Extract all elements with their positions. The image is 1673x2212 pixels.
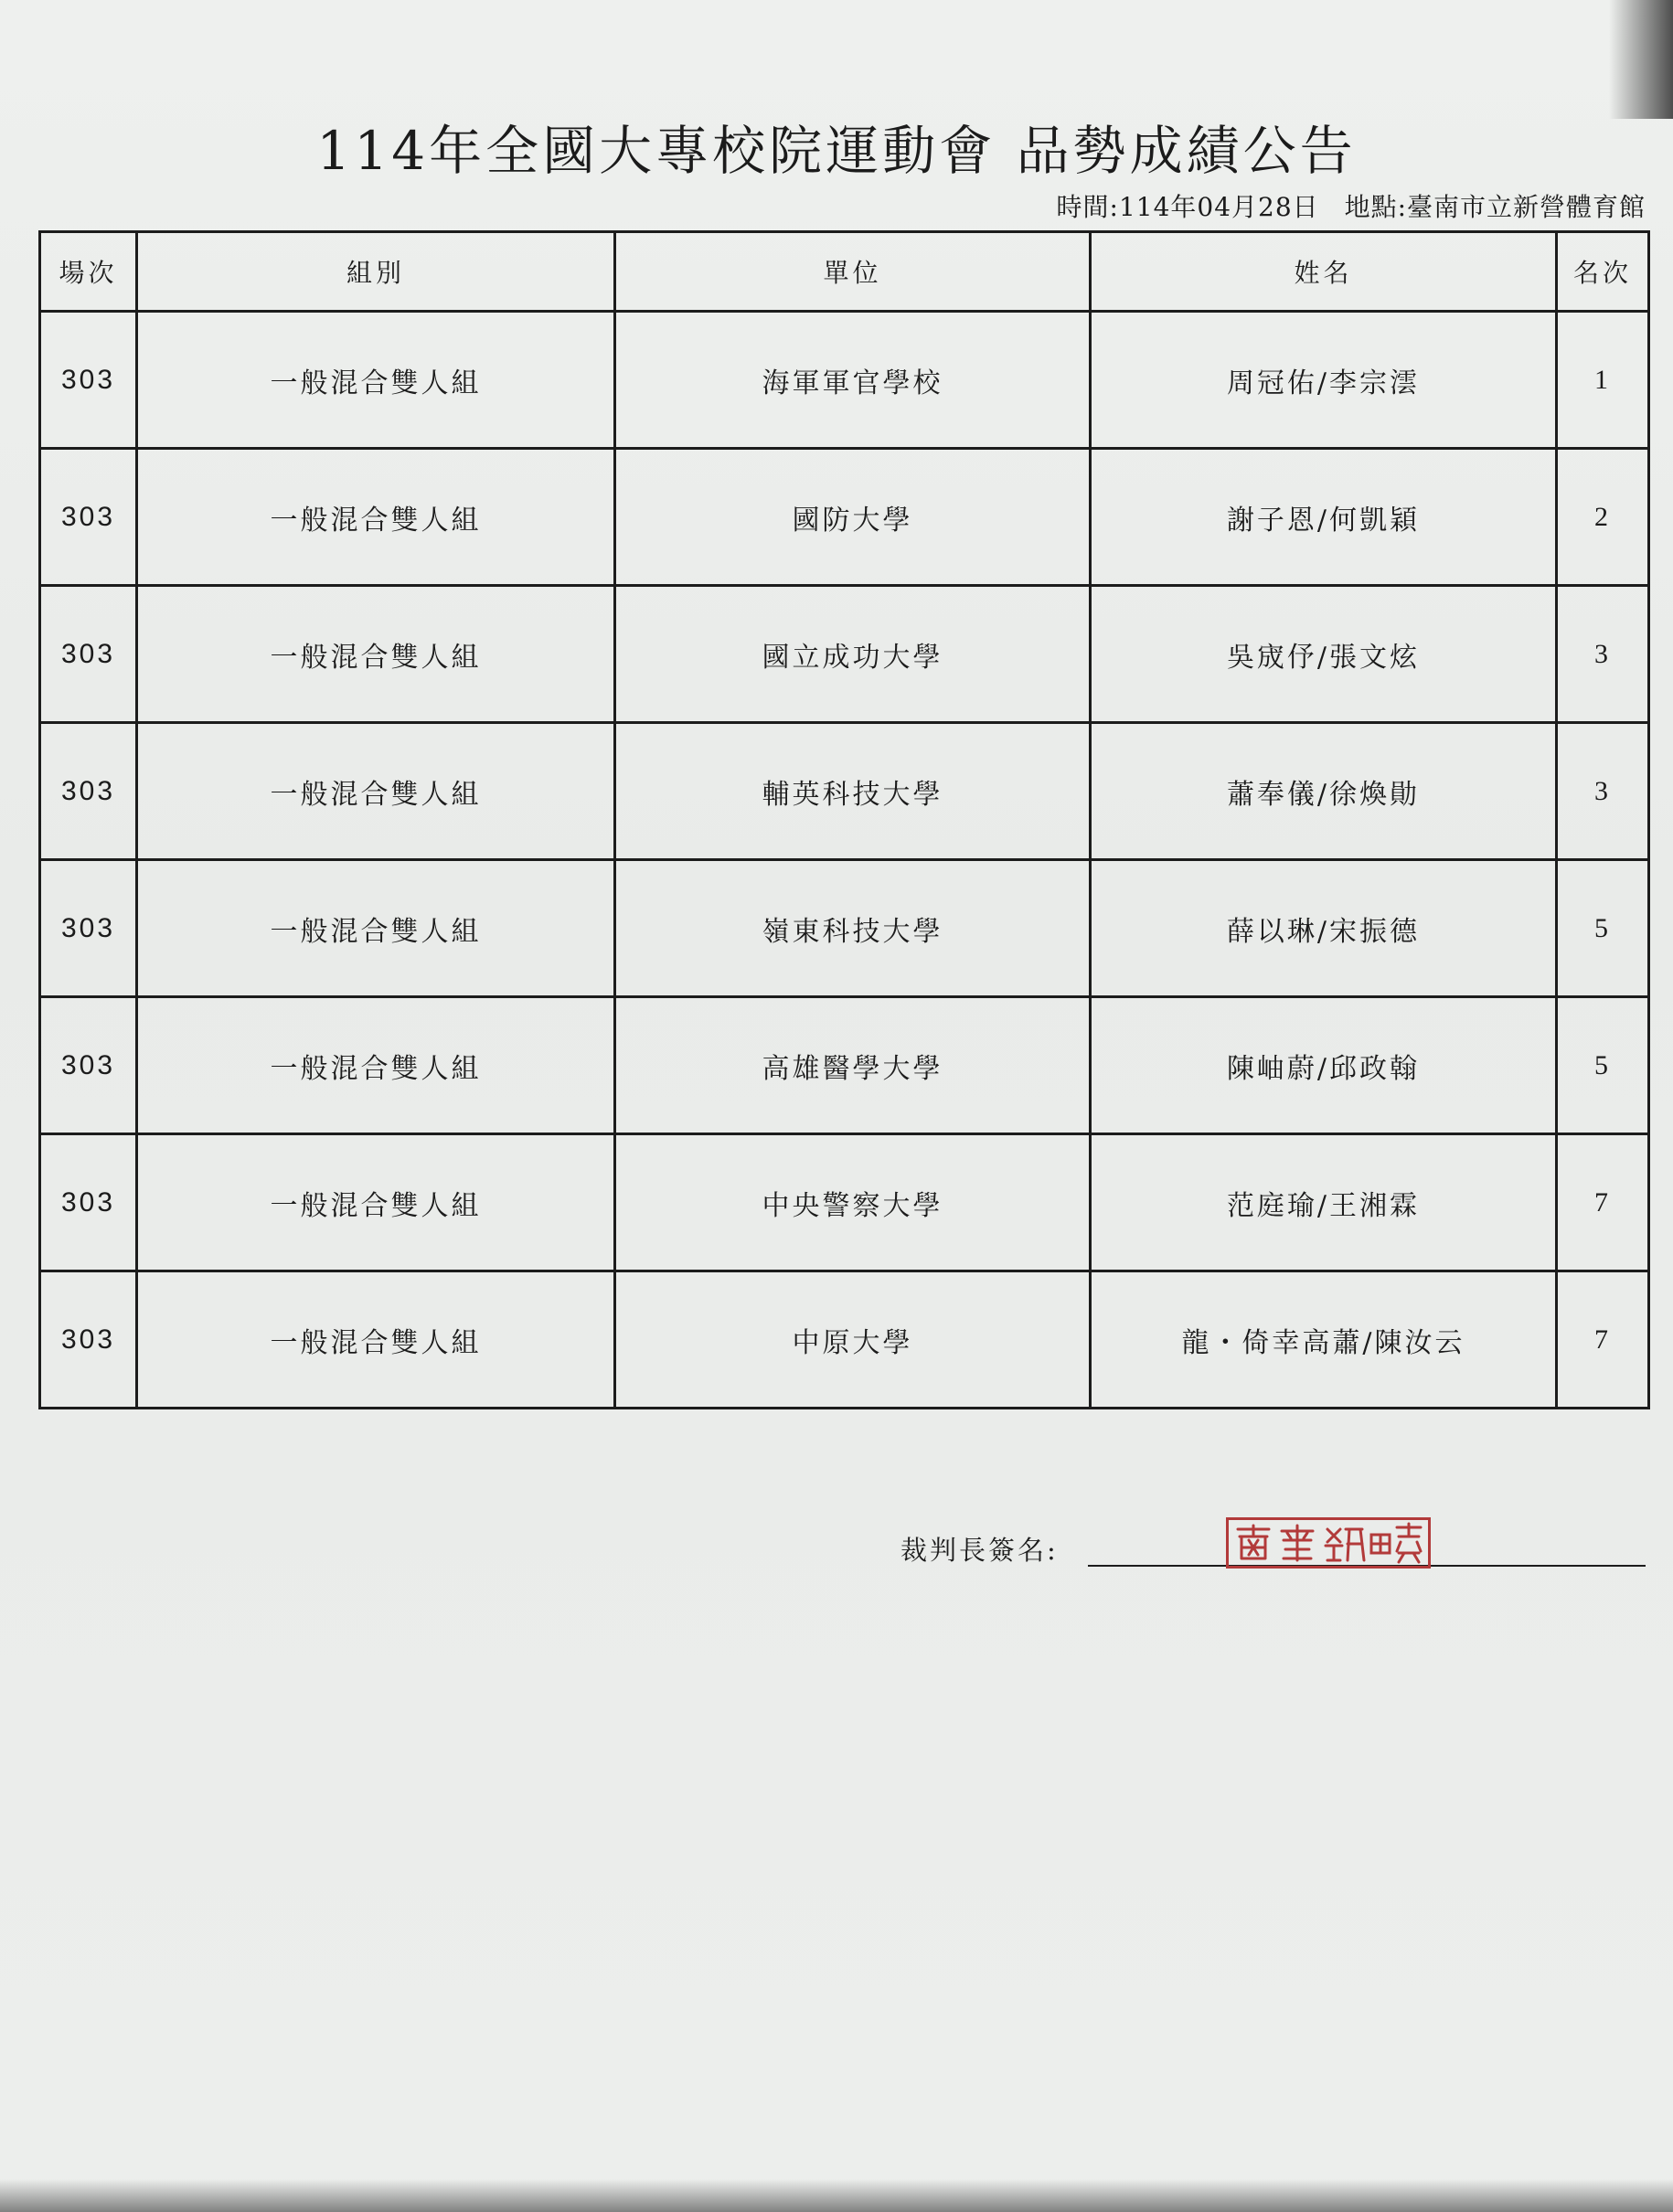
cell-names: 謝子恩/何凱穎	[1091, 449, 1557, 586]
cell-rank: 7	[1557, 1134, 1649, 1271]
table-header-row	[40, 232, 1649, 312]
header-rank: 名次	[1557, 232, 1649, 312]
cell-rank: 2	[1557, 449, 1649, 586]
cell-unit: 中原大學	[615, 1271, 1091, 1409]
cell-names: 周冠佑/李宗澐	[1091, 312, 1557, 449]
cell-unit: 嶺東科技大學	[615, 860, 1091, 997]
cell-names: 龍・倚幸高蕭/陳汝云	[1091, 1271, 1557, 1409]
cell-group: 一般混合雙人組	[137, 312, 615, 449]
cell-match: 303	[40, 449, 137, 586]
cell-unit: 國防大學	[615, 449, 1091, 586]
signature-label: 裁判長簽名:	[900, 1535, 1059, 1566]
cell-names: 陳岫蔚/邱政翰	[1091, 997, 1557, 1134]
cell-unit: 中央警察大學	[615, 1134, 1091, 1271]
cell-match: 303	[40, 1134, 137, 1271]
cell-rank: 1	[1557, 312, 1649, 449]
table-row	[40, 1134, 1649, 1271]
cell-unit: 海軍軍官學校	[615, 312, 1091, 449]
cell-rank: 7	[1557, 1271, 1649, 1409]
cell-group: 一般混合雙人組	[137, 723, 615, 860]
document-title: 114年全國大專校院運動會 品勢成績公告	[316, 120, 1357, 182]
cell-rank: 5	[1557, 860, 1649, 997]
header-match: 場次	[40, 232, 137, 312]
table-row	[40, 312, 1649, 449]
corner-shadow	[1609, 0, 1673, 119]
document-meta	[1057, 187, 1646, 224]
cell-match: 303	[40, 1271, 137, 1409]
header-group: 組別	[137, 232, 615, 312]
cell-names: 范庭瑜/王湘霖	[1091, 1134, 1557, 1271]
table-row	[40, 997, 1649, 1134]
cell-group: 一般混合雙人組	[137, 1134, 615, 1271]
results-table	[38, 230, 1650, 1409]
cell-unit: 高雄醫學大學	[615, 997, 1091, 1134]
cell-rank: 3	[1557, 723, 1649, 860]
header-names: 姓名	[1091, 232, 1557, 312]
cell-names: 蕭奉儀/徐煥勛	[1091, 723, 1557, 860]
table-row	[40, 1271, 1649, 1409]
cell-names: 薛以琳/宋振德	[1091, 860, 1557, 997]
signature-area	[900, 1517, 1646, 1572]
cell-unit: 輔英科技大學	[615, 723, 1091, 860]
cell-group: 一般混合雙人組	[137, 1271, 615, 1409]
cell-match: 303	[40, 997, 137, 1134]
table-row	[40, 860, 1649, 997]
cell-group: 一般混合雙人組	[137, 997, 615, 1134]
event-time: 時間:114年04月28日	[1056, 192, 1319, 222]
table-row	[40, 723, 1649, 860]
cell-group: 一般混合雙人組	[137, 860, 615, 997]
cell-match: 303	[40, 723, 137, 860]
cell-group: 一般混合雙人組	[137, 586, 615, 723]
cell-match: 303	[40, 586, 137, 723]
cell-rank: 5	[1557, 997, 1649, 1134]
bottom-shadow	[0, 2179, 1673, 2212]
table-row	[40, 449, 1649, 586]
event-venue: 地點:臺南市立新營體育館	[1344, 192, 1646, 222]
referee-seal-stamp	[1226, 1517, 1431, 1569]
table-row	[40, 586, 1649, 723]
cell-rank: 3	[1557, 586, 1649, 723]
cell-unit: 國立成功大學	[615, 586, 1091, 723]
header-unit: 單位	[615, 232, 1091, 312]
cell-group: 一般混合雙人組	[137, 449, 615, 586]
seal-stamp-glyphs	[1229, 1520, 1428, 1566]
cell-match: 303	[40, 312, 137, 449]
cell-match: 303	[40, 860, 137, 997]
cell-names: 吳宬伃/張文炫	[1091, 586, 1557, 723]
